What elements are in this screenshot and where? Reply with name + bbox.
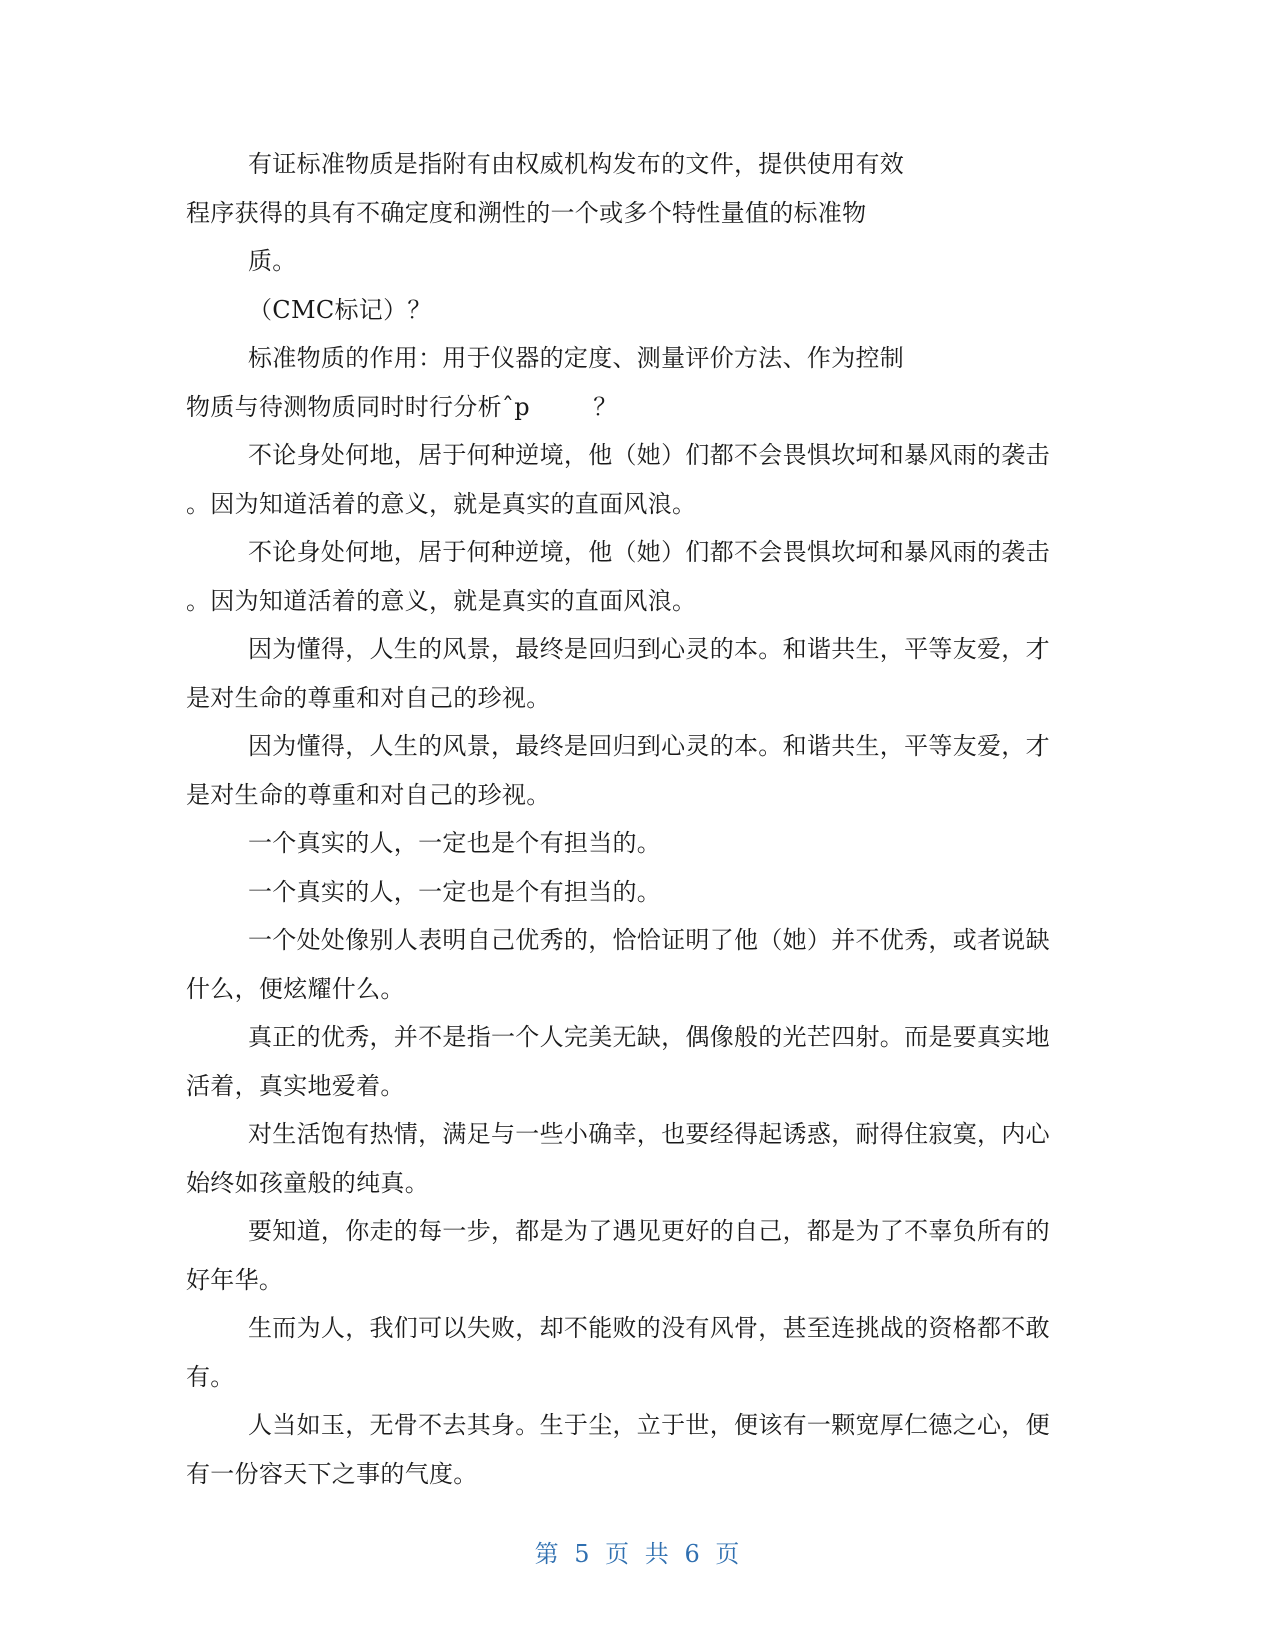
text-line: 生而为人，我们可以失败，却不能败的没有风骨，甚至连挑战的资格都不敢 <box>248 1314 1050 1342</box>
document-body <box>186 140 1066 1498</box>
text-line: （CMC标记）？ <box>248 295 432 324</box>
text-line: 程序获得的具有不确定度和溯性的一个或多个特性量值的标准物 <box>186 198 867 227</box>
text-line: 人当如玉，无骨不去其身。生于尘，立于世，便该有一颗宽厚仁德之心，便 <box>248 1411 1050 1439</box>
text-line: 有证标准物质是指附有由权威机构发布的文件，提供使用有效 <box>248 150 905 178</box>
text-line: 是对生命的尊重和对自己的珍视。 <box>186 683 551 712</box>
text-line: 活着，真实地爱着。 <box>186 1071 405 1100</box>
text-line: 要知道，你走的每一步，都是为了遇见更好的自己，都是为了不辜负所有的 <box>248 1217 1050 1245</box>
text-line: 对生活饱有热情，满足与一些小确幸，也要经得起诱惑，耐得住寂寞，内心 <box>248 1120 1050 1148</box>
text-line: 有。 <box>186 1362 235 1391</box>
text-line: 是对生命的尊重和对自己的珍视。 <box>186 780 551 809</box>
text-line: 。因为知道活着的意义，就是真实的直面风浪。 <box>186 586 697 615</box>
text-line: 不论身处何地，居于何种逆境，他（她）们都不会畏惧坎坷和暴风雨的袭击 <box>248 441 1050 469</box>
text-line: 因为懂得，人生的风景，最终是回归到心灵的本。和谐共生，平等友爱，才 <box>248 732 1050 760</box>
text-line: 一个真实的人，一定也是个有担当的。 <box>248 877 662 906</box>
text-line: 物质与待测物质同时时行分析ˆp ？ <box>186 392 618 421</box>
text-line: 真正的优秀，并不是指一个人完美无缺，偶像般的光芒四射。而是要真实地 <box>248 1023 1050 1051</box>
text-line: 有一份容天下之事的气度。 <box>186 1459 478 1488</box>
text-line: 标准物质的作用：用于仪器的定度、测量评价方法、作为控制 <box>248 344 905 372</box>
text-line: 因为懂得，人生的风景，最终是回归到心灵的本。和谐共生，平等友爱，才 <box>248 635 1050 663</box>
text-line: 好年华。 <box>186 1265 284 1294</box>
text-line: 一个处处像别人表明自己优秀的，恰恰证明了他（她）并不优秀，或者说缺 <box>248 926 1050 954</box>
text-line: 始终如孩童般的纯真。 <box>186 1168 429 1197</box>
page-footer: 第 5 页 共 6 页 <box>534 1540 741 1568</box>
text-line: 不论身处何地，居于何种逆境，他（她）们都不会畏惧坎坷和暴风雨的袭击 <box>248 538 1050 566</box>
text-line: 什么，便炫耀什么。 <box>186 974 405 1003</box>
text-line: 质。 <box>248 247 297 275</box>
text-line: 。因为知道活着的意义，就是真实的直面风浪。 <box>186 489 697 518</box>
text-line: 一个真实的人，一定也是个有担当的。 <box>248 829 662 857</box>
